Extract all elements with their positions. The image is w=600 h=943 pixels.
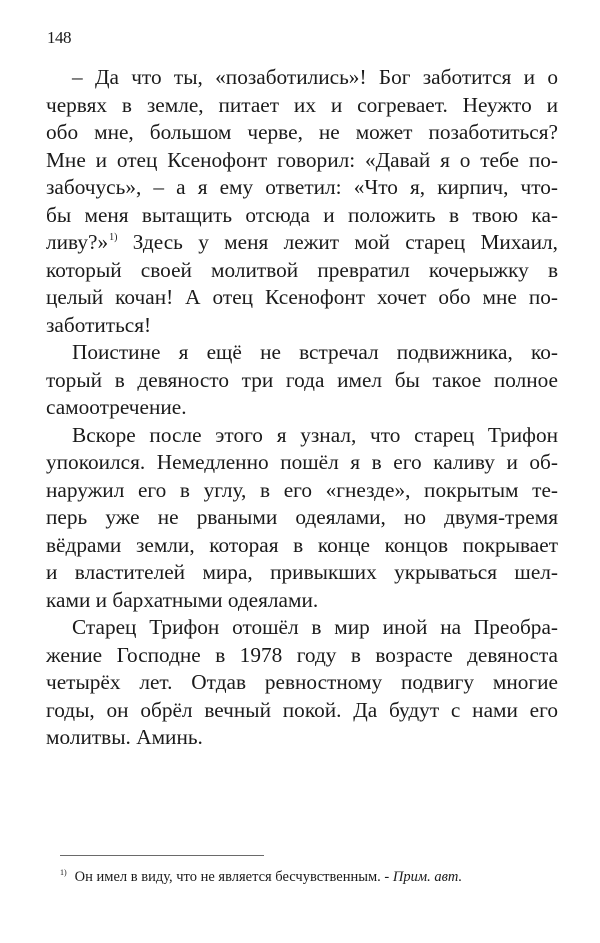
text-line: наружил его в углу, в его «гнезде», покрытым те- [46,477,558,502]
footnote-attribution: Прим. авт. [392,869,463,885]
text-line: вёдрами земли, которая в конце концов покрывает [46,532,558,557]
text-line: червях в земле, питает их и согревает. Неужто и [46,92,558,117]
text-line: молитвы. Аминь. [46,725,203,749]
text-line: Мне и отец Ксенофонт говорил: «Давай я о тебе по- [46,147,558,172]
body-text [46,64,558,752]
text-line: бы меня вытащить отсюда и положить в твою ка- [46,202,558,227]
text-line: перь уже не рваными одеялами, но двумя-тремя [46,505,558,529]
text-line: торый в девяносто три года имел бы такое полное [46,367,558,392]
text-line: ками и бархатными одеялами. [46,587,319,612]
text-line: жение Господне в 1978 году в возрасте девяноста [46,642,558,667]
text-line: который своей молитвой превратил кочерыжку в [46,257,558,282]
text-line: самоотречение. [46,395,187,419]
page-number: 148 [47,28,71,47]
text-line: четырёх лет. Отдав ревностному подвигу многие [46,670,558,694]
text-line: Старец Трифон отошёл в мир иной на Преобра- [72,615,558,639]
footnote-divider [60,855,264,856]
text-line: обо мне, большом черве, не может позаботиться? [46,120,558,144]
text-line-with-footnote [46,229,558,257]
text-line: Вскоре после этого я узнал, что старец Трифон [72,422,558,447]
text-line: годы, он обрёл вечный покой. Да будут с нами его [46,697,558,722]
text-line: упокоился. Немедленно пошёл я в его каливу и об- [46,450,558,474]
footnote [60,868,462,886]
footnote-mark: 1) [60,868,67,877]
text-line: и властителей мира, привыкших укрываться шел- [46,560,558,584]
text-fragment: Здесь у меня лежит мой старец Михаил, [117,230,558,254]
text-fragment: ливу?» [46,230,109,254]
text-line: заботиться! [46,312,152,337]
text-line: Поистине я ещё не встречал подвижника, ко- [72,340,558,364]
footnote-text: Он имел в виду, что не является бесчувственным. - [74,869,393,885]
text-line: целый кочан! А отец Ксенофонт хочет обо мне по- [46,285,558,309]
text-line: – Да что ты, «позаботились»! Бог заботится и о [72,65,558,89]
text-line: забочусь», – а я ему ответил: «Что я, кирпич, что- [46,175,558,199]
footnote-reference[interactable]: 1) [109,232,118,243]
